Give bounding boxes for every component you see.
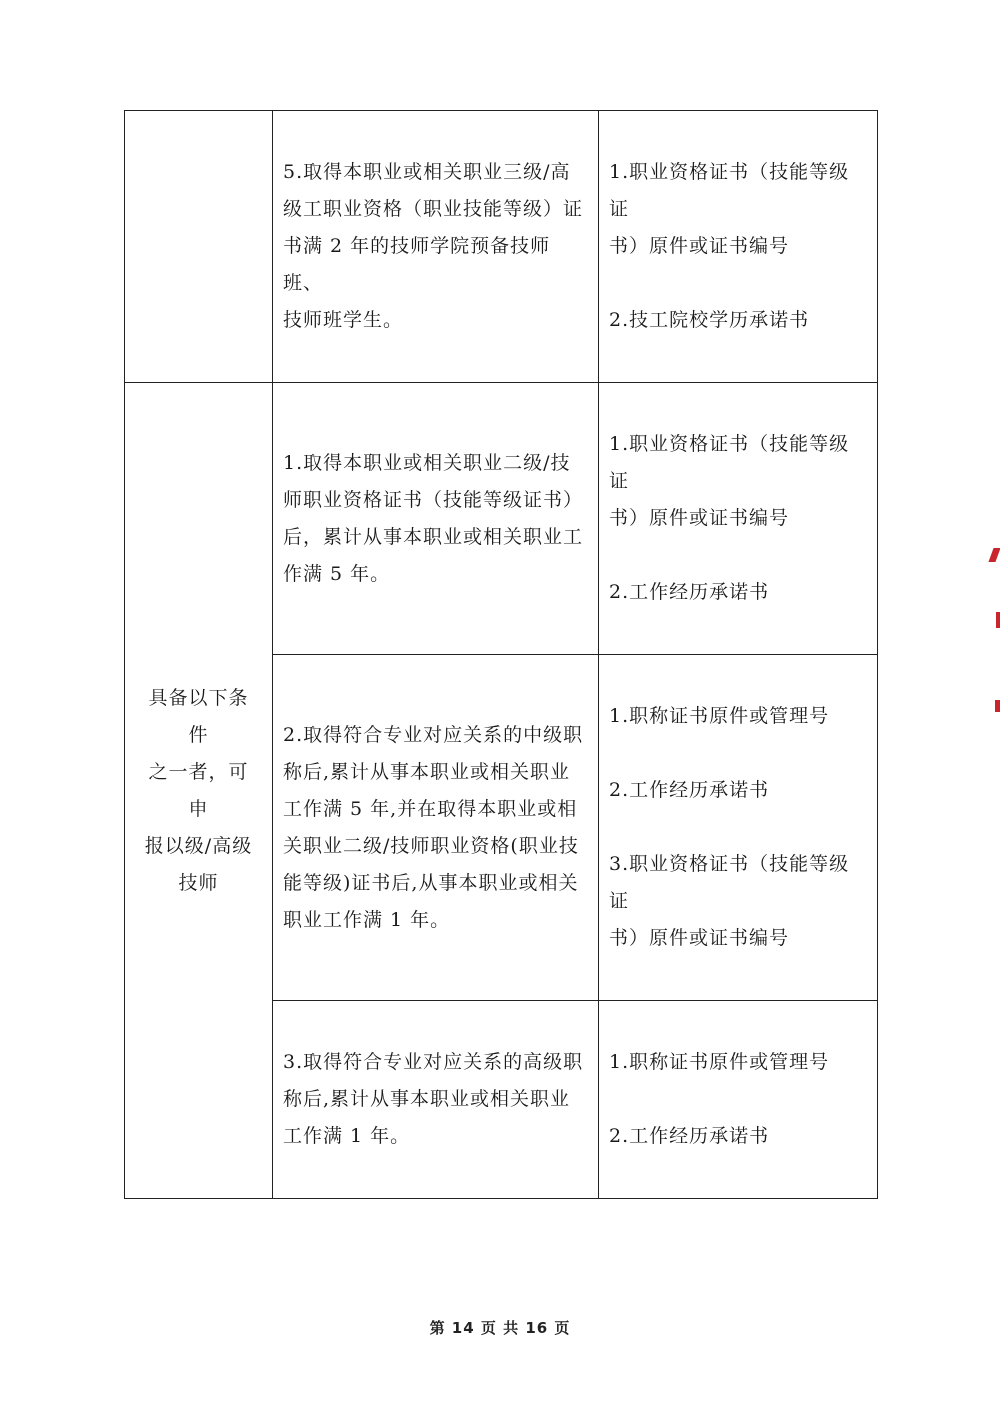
materials-cell xyxy=(599,383,878,655)
condition-text: 1.取得本职业或相关职业二级/技 师职业资格证书（技能等级证书） 后，累计从事本职业或相关职业工 作满 5 年。 xyxy=(283,451,584,585)
materials-cell xyxy=(599,1001,878,1199)
condition-cell xyxy=(273,383,599,655)
table-row xyxy=(125,383,878,655)
page-number: 第 14 页 共 16 页 xyxy=(429,1319,571,1337)
materials-cell xyxy=(599,111,878,383)
condition-text: 5.取得本职业或相关职业三级/高 级工职业资格（职业技能等级）证 书满 2 年的技师学院预备技师班、 技师班学生。 xyxy=(283,161,584,331)
material-item: 2.技工院校学历承诺书 xyxy=(609,309,810,331)
material-item: 2.工作经历承诺书 xyxy=(609,581,770,603)
material-item: 2.工作经历承诺书 xyxy=(609,1125,770,1147)
stamp-fragment xyxy=(988,548,1000,562)
category-cell xyxy=(125,111,273,383)
material-item: 1.职业资格证书（技能等级证 书）原件或证书编号 xyxy=(609,161,850,257)
condition-text: 2.取得符合专业对应关系的中级职 称后,累计从事本职业或相关职业 工作满 5 年,并在取得本职业或相 关职业二级/技师职业资格(职业技 能等级)证书后,从事本职业或相关 职业工作满 1 年。 xyxy=(283,723,584,931)
category-text: 具备以下条件 之一者，可申 报以级/高级 技师 xyxy=(144,686,253,894)
condition-cell xyxy=(273,655,599,1001)
condition-text: 3.取得符合专业对应关系的高级职 称后,累计从事本职业或相关职业 工作满 1 年。 xyxy=(283,1051,584,1147)
requirements-table xyxy=(124,110,878,1199)
material-item: 2.工作经历承诺书 xyxy=(609,779,770,801)
materials-cell xyxy=(599,655,878,1001)
category-cell xyxy=(125,383,273,1199)
material-item: 1.职称证书原件或管理号 xyxy=(609,705,830,727)
material-item: 1.职业资格证书（技能等级证 书）原件或证书编号 xyxy=(609,433,850,529)
material-item: 1.职称证书原件或管理号 xyxy=(609,1051,830,1073)
material-item: 3.职业资格证书（技能等级证 书）原件或证书编号 xyxy=(609,853,850,949)
condition-cell xyxy=(273,111,599,383)
stamp-fragment xyxy=(996,612,1000,628)
table-row xyxy=(125,111,878,383)
condition-cell xyxy=(273,1001,599,1199)
stamp-fragment xyxy=(995,700,1000,712)
